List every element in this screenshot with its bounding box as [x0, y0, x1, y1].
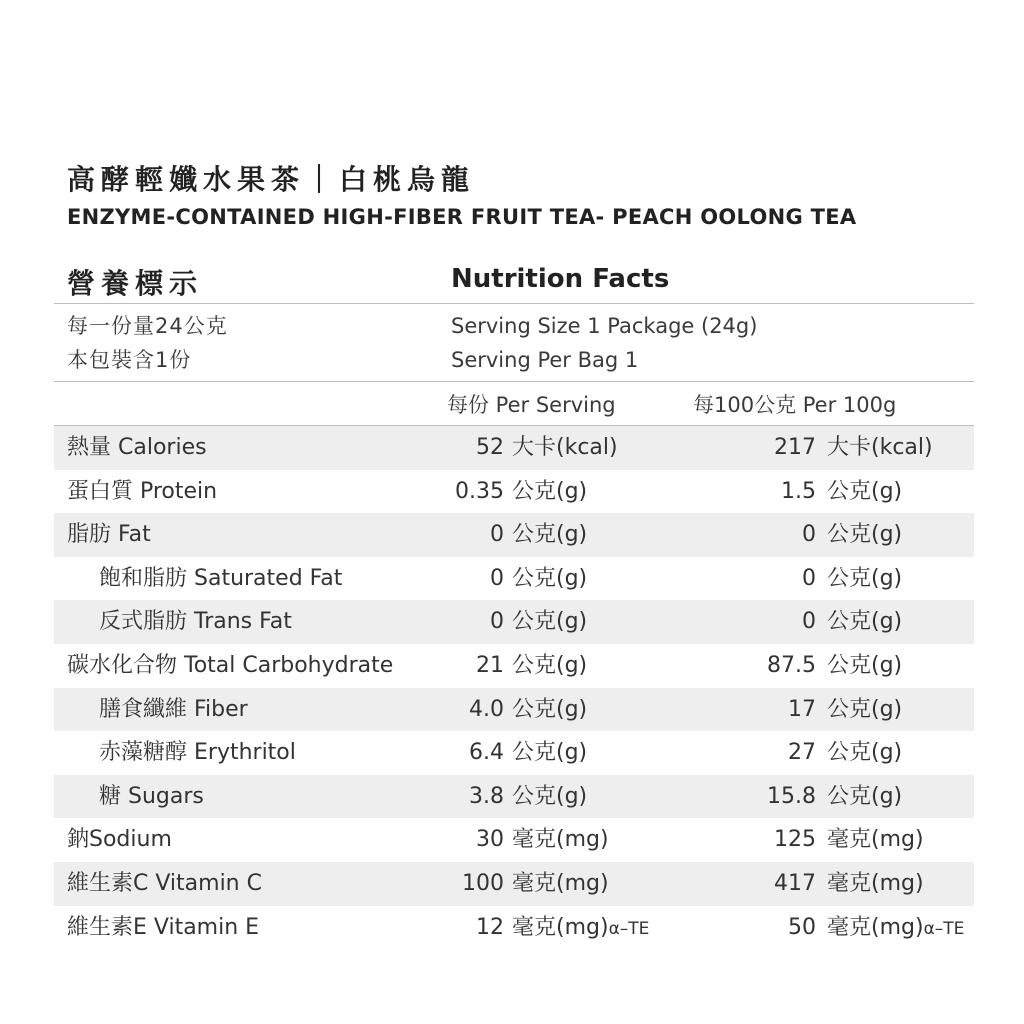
unit-text: 毫克(mg) [512, 914, 609, 940]
per-100g-value: 0 [802, 609, 816, 635]
serving-size-zh: 每一份量24公克 [67, 314, 228, 338]
nutrient-name: 飽和脂肪 Saturated Fat [99, 565, 343, 591]
column-header-per-100g: 每100公克 Per 100g [693, 393, 897, 417]
table-row [54, 426, 974, 470]
serving-size-en: Serving Size 1 Package (24g) [451, 314, 758, 338]
nutrition-table [54, 426, 974, 949]
per-100g-value: 50 [788, 914, 816, 940]
per-serving-value: 21 [476, 652, 504, 678]
per-serving-unit: 公克(g) [512, 522, 588, 548]
nutrient-name: 蛋白質 Protein [67, 478, 218, 504]
product-title-zh: 高酵輕孅水果茶｜白桃烏龍 [67, 163, 476, 196]
per-serving-unit: 公克(g) [512, 478, 588, 504]
nutrition-header-en: Nutrition Facts [451, 264, 670, 294]
nutrient-name: 糖 Sugars [99, 783, 204, 809]
per-serving-unit [512, 906, 649, 950]
table-row [54, 775, 974, 819]
per-100g-unit: 公克(g) [827, 783, 903, 809]
per-serving-unit: 公克(g) [512, 740, 588, 766]
nutrient-name: 反式脂肪 Trans Fat [99, 609, 292, 635]
unit-suffix: α–TE [608, 918, 650, 939]
per-100g-unit [827, 906, 964, 950]
per-serving-value: 30 [476, 827, 504, 853]
per-100g-value: 0 [802, 522, 816, 548]
per-100g-value: 87.5 [767, 652, 816, 678]
per-100g-unit: 公克(g) [827, 609, 903, 635]
table-row [54, 862, 974, 906]
per-100g-unit: 毫克(mg) [827, 827, 924, 853]
nutrient-name: 維生素C Vitamin C [67, 870, 262, 896]
per-100g-value: 15.8 [767, 783, 816, 809]
per-100g-value: 1.5 [781, 478, 816, 504]
per-100g-unit: 公克(g) [827, 740, 903, 766]
nutrient-name: 脂肪 Fat [67, 522, 151, 548]
table-row [54, 600, 974, 644]
table-row [54, 906, 974, 950]
per-serving-unit: 毫克(mg) [512, 870, 609, 896]
divider [54, 303, 974, 304]
nutrient-name: 維生素E Vitamin E [67, 914, 260, 940]
nutrient-name: 膳食纖維 Fiber [99, 696, 248, 722]
per-serving-unit: 大卡(kcal) [512, 435, 618, 460]
per-serving-value: 0.35 [455, 478, 504, 504]
nutrient-name: 鈉Sodium [67, 827, 172, 853]
unit-text: 毫克(mg) [827, 914, 924, 940]
unit-suffix: α–TE [923, 918, 965, 939]
per-serving-value: 100 [462, 870, 504, 896]
nutrient-name: 碳水化合物 Total Carbohydrate [67, 652, 394, 678]
per-100g-unit: 公克(g) [827, 522, 903, 548]
per-100g-value: 0 [802, 565, 816, 591]
table-row [54, 557, 974, 601]
per-100g-value: 17 [788, 696, 816, 722]
per-100g-unit: 公克(g) [827, 478, 903, 504]
per-serving-unit: 公克(g) [512, 652, 588, 678]
nutrient-name: 熱量 Calories [67, 435, 207, 460]
table-row [54, 644, 974, 688]
per-serving-value: 12 [476, 914, 504, 940]
table-row [54, 513, 974, 557]
per-100g-unit: 大卡(kcal) [827, 435, 933, 460]
per-serving-unit: 公克(g) [512, 783, 588, 809]
per-serving-value: 0 [490, 565, 504, 591]
per-serving-value: 52 [476, 435, 504, 460]
per-serving-unit: 毫克(mg) [512, 827, 609, 853]
column-header-per-serving: 每份 Per Serving [447, 393, 616, 417]
per-100g-value: 217 [774, 435, 816, 460]
divider [54, 381, 974, 382]
nutrition-header-zh: 營養標示 [67, 267, 204, 300]
per-100g-value: 125 [774, 827, 816, 853]
per-100g-value: 27 [788, 740, 816, 766]
servings-per-bag-en: Serving Per Bag 1 [451, 348, 639, 372]
per-100g-value: 417 [774, 870, 816, 896]
per-100g-unit: 毫克(mg) [827, 870, 924, 896]
nutrient-name: 赤藻糖醇 Erythritol [99, 740, 296, 766]
per-serving-value: 0 [490, 609, 504, 635]
table-row [54, 731, 974, 775]
per-100g-unit: 公克(g) [827, 696, 903, 722]
per-serving-value: 4.0 [469, 696, 504, 722]
product-title-en: ENZYME-CONTAINED HIGH-FIBER FRUIT TEA- PEACH OOLONG TEA [67, 205, 857, 229]
servings-per-bag-zh: 本包裝含1份 [67, 348, 192, 372]
per-serving-value: 0 [490, 522, 504, 548]
per-100g-unit: 公克(g) [827, 565, 903, 591]
per-serving-unit: 公克(g) [512, 696, 588, 722]
per-serving-value: 3.8 [469, 783, 504, 809]
table-row [54, 818, 974, 862]
per-100g-unit: 公克(g) [827, 652, 903, 678]
table-row [54, 688, 974, 732]
per-serving-unit: 公克(g) [512, 565, 588, 591]
per-serving-unit: 公克(g) [512, 609, 588, 635]
per-serving-value: 6.4 [469, 740, 504, 766]
table-row [54, 470, 974, 514]
